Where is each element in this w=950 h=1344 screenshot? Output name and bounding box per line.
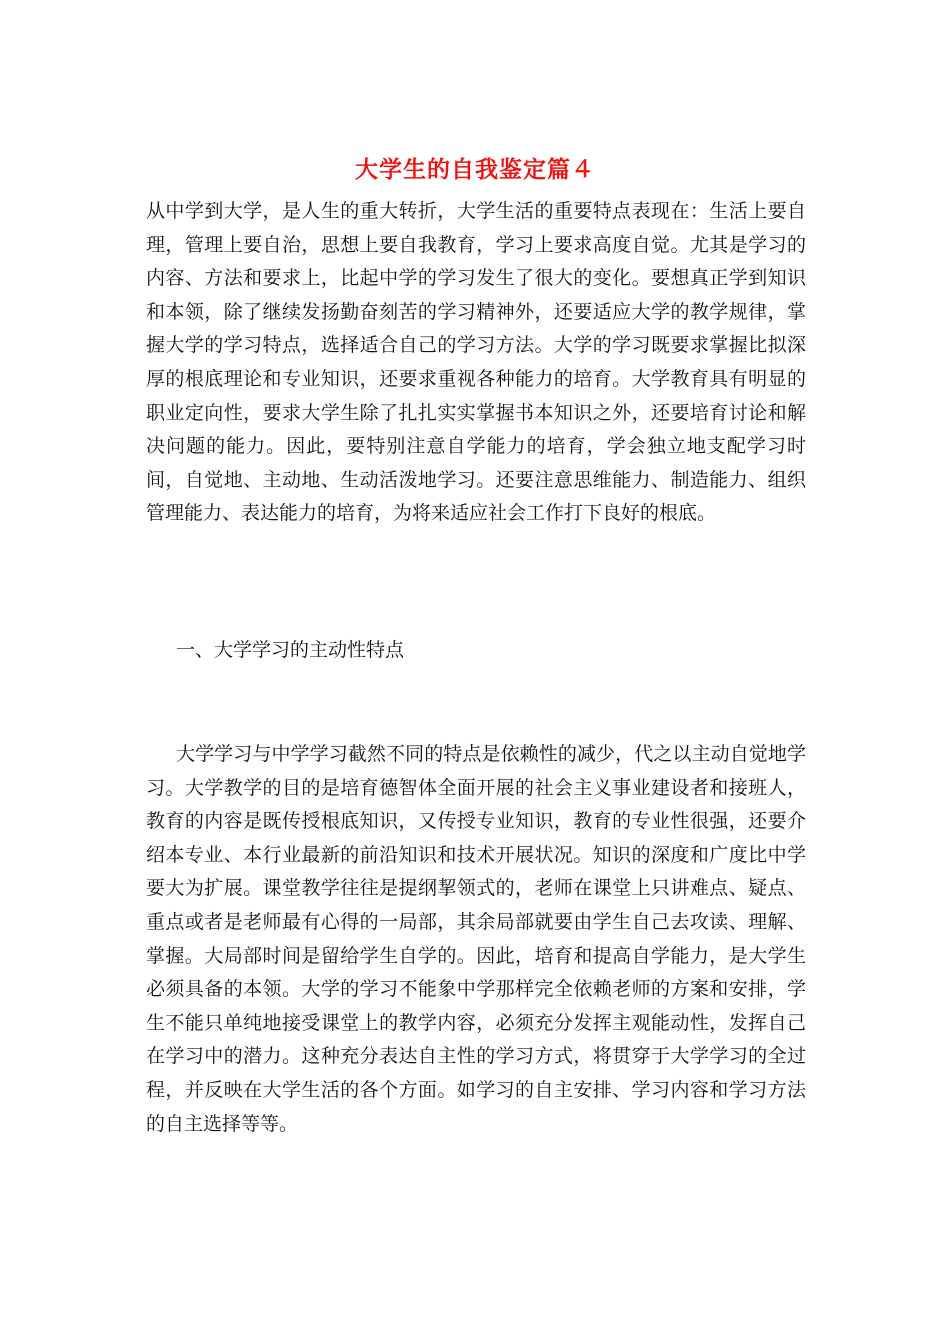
section-heading: 一、大学学习的主动性特点 <box>176 639 405 661</box>
document-title: 大学生的自我鉴定篇４ <box>355 156 595 183</box>
section-body-paragraph: 大学学习与中学学习截然不同的特点是依赖性的减少，代之以主动自觉地学习。大学教学的目的是培育德智体全面开展的社会主义事业建设者和接班人，教育的内容是既传授根底知识，又传授专业知识，教育的专业性很强，还要介绍本专业、本行业最新的前沿知识和技术开展状况。知识的深度和广度比中学要大为扩展。课堂教学往往是提纲挈领式的，老师在课堂上只讲难点、疑点、重点或者是老师最有心得的一局部，其余局部就要由学生自己去攻读、理解、掌握。大局部时间是留给学生自学的。因此，培育和提高自学能力，是大学生必须具备的本领。大学的学习不能象中学那样完全依赖老师的方案和安排，学生不能只单纯地接受课堂上的教学内容，必须充分发挥主观能动性，发挥自己在学习中的潜力。这种充分表达自主性的学习方式，将贯穿于大学学习的全过程，并反映在大学生活的各个方面。如学习的自主安排、学习内容和学习方法的自主选择等等。 <box>146 743 806 1135</box>
intro-paragraph: 从中学到大学，是人生的重大转折，大学生活的重要特点表现在：生活上要自理，管理上要自治，思想上要自我教育，学习上要求高度自觉。尤其是学习的内容、方法和要求上，比起中学的学习发生了很大的变化。要想真正学到知识和本领，除了继续发扬勤奋刻苦的学习精神外，还要适应大学的教学规律，掌握大学的学习特点，选择适合自己的学习方法。大学的学习既要求掌握比拟深厚的根底理论和专业知识，还要求重视各种能力的培育。大学教育具有明显的职业定向性，要求大学生除了扎扎实实掌握书本知识之外，还要培育讨论和解决问题的能力。因此，要特别注意自学能力的培育，学会独立地支配学习时间，自觉地、主动地、生动活泼地学习。还要注意思维能力、制造能力、组织管理能力、表达能力的培育，为将来适应社会工作打下良好的根底。 <box>146 200 806 525</box>
